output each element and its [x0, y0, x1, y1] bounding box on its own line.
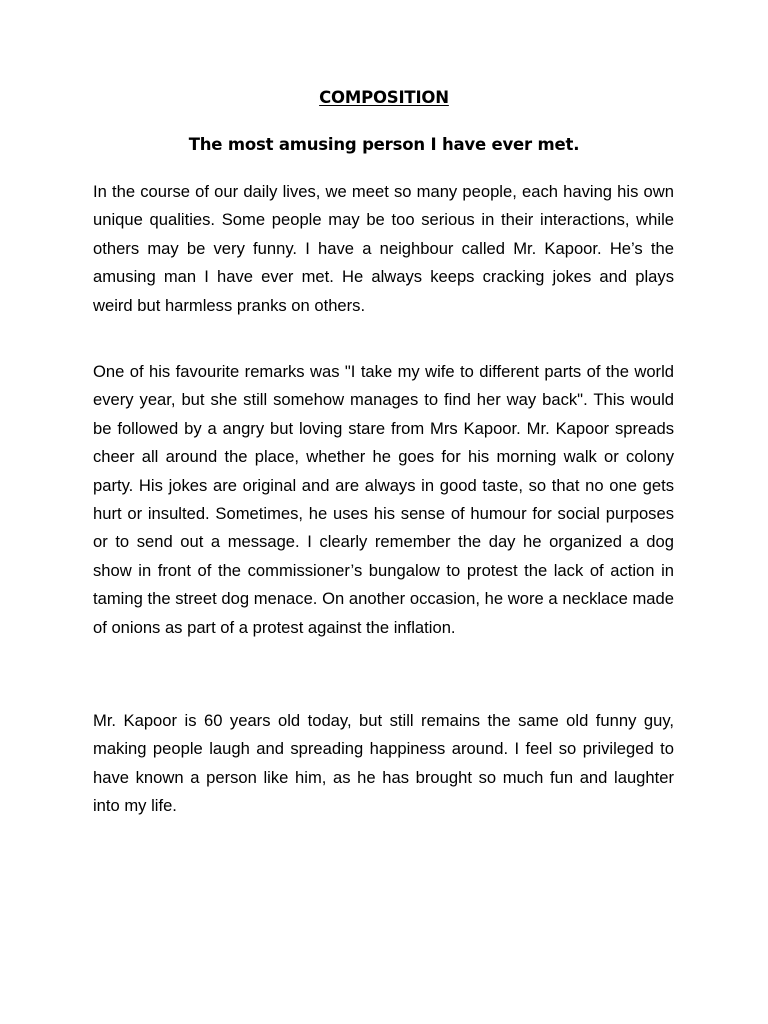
composition-title: The most amusing person I have ever met.: [188, 135, 580, 154]
paragraph-2: One of his favourite remarks was "I take my wife to different parts of the world every year, but she still somehow manages to find her way back". This would be followed by a angry but loving stare from Mrs Kapoor. Mr. Kapoor spreads cheer all around the place, whether he goes for his morning walk or colony party. His jokes are original and are always in good taste, so that no one gets hurt or insulted. Sometimes, he uses his sense of humour for social purposes or to send out a message. I clearly remember the day he organized a dog show in front of the commissioner’s bungalow to protest the lack of action in taming the street dog menace. On another occasion, he wore a necklace made of onions as part of a protest against the inflation.: [93, 362, 674, 637]
document-heading: COMPOSITION: [319, 88, 449, 107]
paragraph-1: In the course of our daily lives, we meet so many people, each having his own unique qualities. Some people may be too serious in their interactions, while others may be very funny. I have a neighbour called Mr. Kapoor. He’s the amusing man I have ever met. He always keeps cracking jokes and plays weird but harmless pranks on others.: [93, 182, 674, 315]
paragraph-3: Mr. Kapoor is 60 years old today, but still remains the same old funny guy, making people laugh and spreading happiness around. I feel so privileged to have known a person like him, as he has brought so much fun and laughter into my life.: [93, 711, 674, 816]
